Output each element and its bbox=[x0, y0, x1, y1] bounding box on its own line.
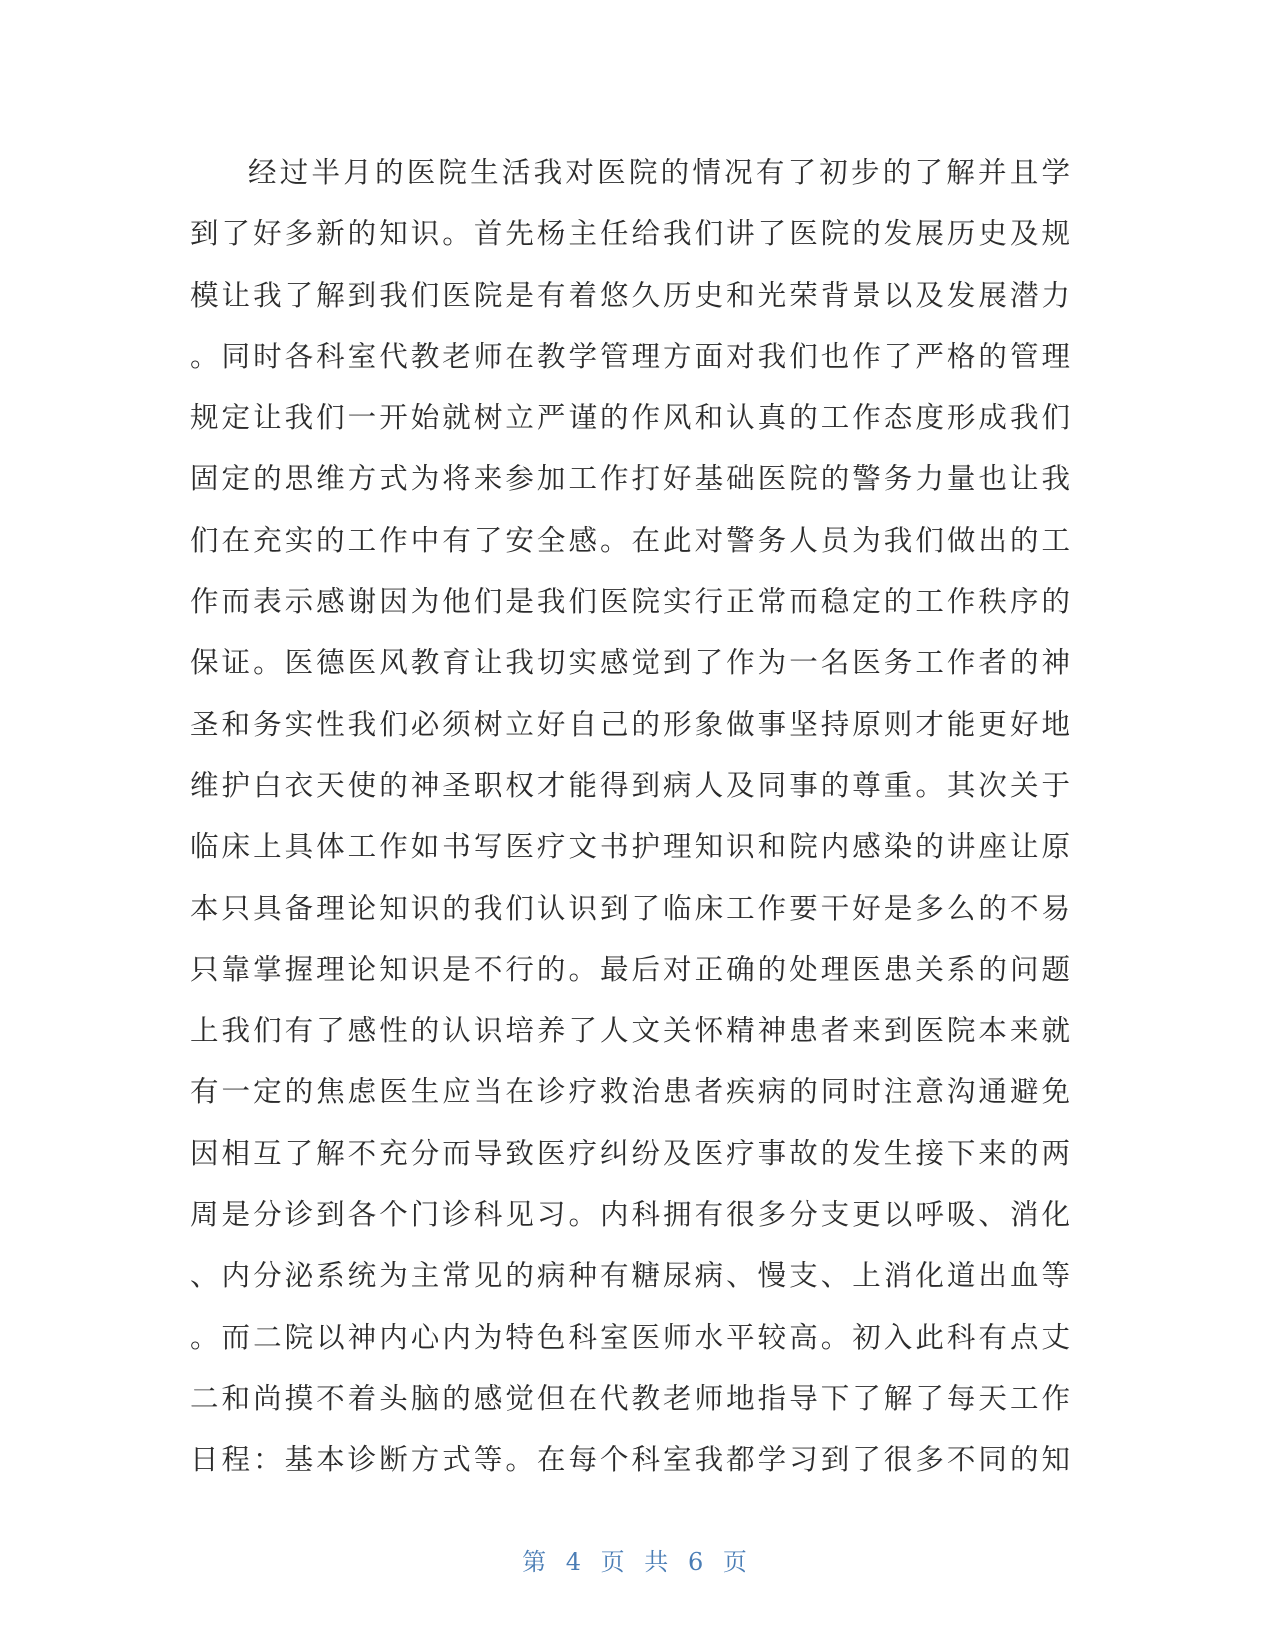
text-line: 圣和务实性我们必须树立好自己的形象做事坚持原则才能更好地 bbox=[190, 707, 1070, 741]
text-line: 临床上具体工作如书写医疗文书护理知识和院内感染的讲座让原 bbox=[190, 830, 1070, 864]
text-line: 经过半月的医院生活我对医院的情况有了初步的了解并且学 bbox=[248, 156, 1070, 189]
current-page-number: 4 bbox=[565, 1548, 588, 1576]
text-line: 模让我了解到我们医院是有着悠久历史和光荣背景以及发展潜力 bbox=[190, 278, 1070, 312]
text-line: 规定让我们一开始就树立严谨的作风和认真的工作态度形成我们 bbox=[190, 401, 1070, 435]
text-line: 们在充实的工作中有了安全感。在此对警务人员为我们做出的工 bbox=[190, 523, 1070, 557]
text-line: 二和尚摸不着头脑的感觉但在代教老师地指导下了解了每天工作 bbox=[190, 1381, 1070, 1415]
text-line: 有一定的焦虑医生应当在诊疗救治患者疾病的同时注意沟通避免 bbox=[190, 1075, 1070, 1109]
page-footer bbox=[0, 1542, 1275, 1577]
text-line: 维护白衣天使的神圣职权才能得到病人及同事的尊重。其次关于 bbox=[190, 768, 1070, 802]
text-line: 只靠掌握理论知识是不行的。最后对正确的处理医患关系的问题 bbox=[190, 952, 1070, 986]
text-line: 固定的思维方式为将来参加工作打好基础医院的警务力量也让我 bbox=[190, 462, 1070, 496]
footer-suffix: 页 bbox=[722, 1548, 753, 1576]
text-line: 周是分诊到各个门诊科见习。内科拥有很多分支更以呼吸、消化 bbox=[190, 1198, 1070, 1232]
footer-middle: 页 共 bbox=[600, 1548, 675, 1576]
total-pages-number: 6 bbox=[687, 1548, 710, 1576]
body-paragraph bbox=[190, 142, 1070, 1491]
footer-prefix: 第 bbox=[522, 1548, 553, 1576]
text-line: 上我们有了感性的认识培养了人文关怀精神患者来到医院本来就 bbox=[190, 1014, 1070, 1048]
text-line: 作而表示感谢因为他们是我们医院实行正常而稳定的工作秩序的 bbox=[190, 585, 1070, 619]
text-line: 到了好多新的知识。首先杨主任给我们讲了医院的发展历史及规 bbox=[190, 217, 1070, 251]
text-line: 。同时各科室代教老师在教学管理方面对我们也作了严格的管理 bbox=[190, 339, 1070, 373]
text-line: 。而二院以神内心内为特色科室医师水平较高。初入此科有点丈 bbox=[190, 1320, 1070, 1354]
text-line: 日程：基本诊断方式等。在每个科室我都学习到了很多不同的知 bbox=[190, 1443, 1070, 1477]
text-line: 保证。医德医风教育让我切实感觉到了作为一名医务工作者的神 bbox=[190, 646, 1070, 680]
text-line: 、内分泌系统为主常见的病种有糖尿病、慢支、上消化道出血等 bbox=[190, 1259, 1070, 1293]
text-line: 本只具备理论知识的我们认识到了临床工作要干好是多么的不易 bbox=[190, 891, 1070, 925]
text-line: 因相互了解不充分而导致医疗纠纷及医疗事故的发生接下来的两 bbox=[190, 1136, 1070, 1170]
